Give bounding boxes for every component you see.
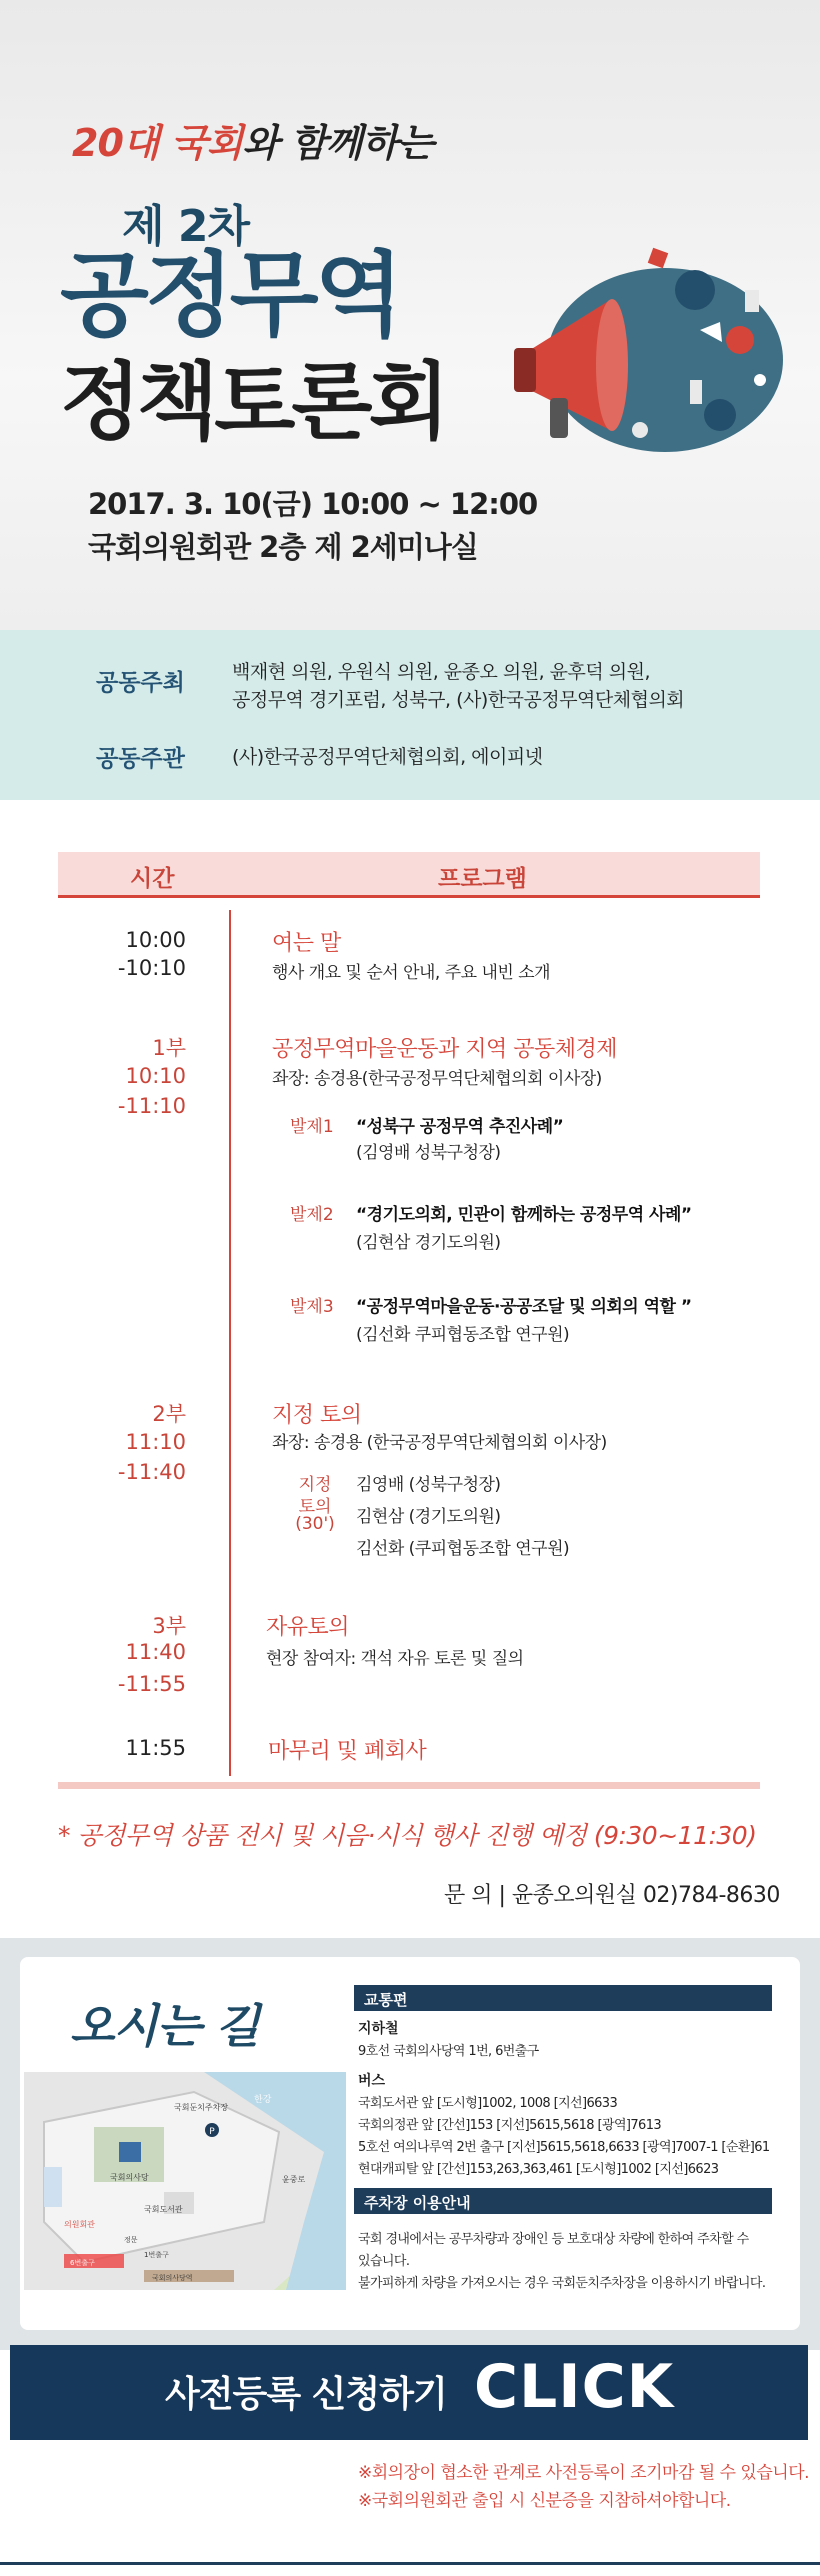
organizer-text: (사)한국공정무역단체협의회, 에이피넷 — [232, 746, 543, 768]
map-library-label: 국회도서관 — [144, 2205, 183, 2214]
talk1-label: 발제1 — [290, 1117, 334, 1137]
col-program: 프로그램 — [438, 866, 527, 892]
part1-chair: 좌장: 송경용(한국공정무역단체협의회 이사장) — [272, 1069, 602, 1089]
register-note-1: ※회의장이 협소한 관계로 사전등록이 조기마감 될 수 있습니다. — [358, 2463, 810, 2483]
part3-title: 자유토의 — [266, 1615, 350, 1640]
bus-line-2: 국회의정관 앞 [간선]153 [지선]5615,5618 [광역]7613 — [358, 2118, 662, 2133]
bus-line-3: 5호선 여의나루역 2번 출구 [지선]5615,5618,6633 [광역]7007-1 [순환]61 — [358, 2140, 770, 2155]
transport-header: 교통편 — [354, 1985, 772, 2011]
map-exit1-label: 1번출구 — [144, 2251, 169, 2259]
part3-label: 3부 — [152, 1614, 186, 1638]
talk2-speaker: (김현삼 경기도의원) — [356, 1233, 501, 1253]
talk1-speaker: (김영배 성북구청장) — [356, 1143, 501, 1163]
talk3-speaker: (김선화 쿠피협동조합 연구원) — [356, 1325, 570, 1345]
program-footer-bar — [58, 1782, 760, 1789]
part2-chair: 좌장: 송경용 (한국공정무역단체협의회 이사장) — [272, 1433, 607, 1453]
opening-title: 여는 말 — [272, 931, 341, 956]
organizers-section — [0, 630, 820, 800]
closing-time: 11:55 — [125, 1736, 186, 1760]
map-assembly-label: 국회의사당 — [110, 2173, 149, 2182]
map-yunjung-label: 윤중로 — [282, 2175, 306, 2184]
svg-text:P: P — [209, 2127, 215, 2137]
map-gate-label: 정문 — [124, 2236, 138, 2244]
bus-line-4: 현대캐피탈 앞 [간선]153,263,363,461 [도시형]1002 [지선]6623 — [358, 2162, 719, 2177]
opening-time-end: -10:10 — [117, 956, 186, 980]
title-line2: 정책토론회 — [60, 353, 446, 451]
map-parking-lot-label: 국회둔치주차장 — [174, 2103, 229, 2112]
opening-time-start: 10:00 — [125, 928, 186, 952]
organizer-label: 공동주관 — [96, 746, 185, 772]
subtitle-rest: 와 함께하는 — [242, 121, 434, 165]
map-exit6-label: 6번출구 — [70, 2259, 95, 2267]
panelist-2: 김현삼 (경기도의원) — [356, 1507, 501, 1527]
bottom-divider — [0, 2562, 820, 2565]
register-click-text[interactable]: CLICK — [474, 2352, 675, 2422]
part1-title: 공정무역마을운동과 지역 공동체경제 — [272, 1037, 618, 1062]
part3-desc: 현장 참여자: 객석 자유 토론 및 질의 — [266, 1649, 524, 1669]
map-han-river-label: 한강 — [254, 2095, 272, 2105]
program-header — [58, 852, 760, 898]
part2-label: 2부 — [152, 1402, 186, 1426]
part2-title: 지정 토의 — [272, 1403, 362, 1428]
panelist-3: 김선화 (쿠피협동조합 연구원) — [356, 1539, 570, 1559]
part1-time-start: 10:10 — [125, 1064, 186, 1088]
location-map — [24, 2072, 346, 2290]
panel-label-2: 토의 — [298, 1497, 332, 1517]
megaphone-icon — [490, 230, 790, 480]
talk2-title: “경기도의회, 민관이 함께하는 공정무역 사례” — [356, 1205, 692, 1225]
cohost-label: 공동주최 — [96, 670, 185, 696]
talk3-label: 발제3 — [290, 1297, 334, 1317]
parking-line-1: 국회 경내에서는 공무차량과 장애인 등 보호대상 차량에 한하여 주차할 수 — [358, 2232, 749, 2247]
title-line1: 공정무역 — [60, 242, 400, 349]
session-number: 제 2차 — [122, 201, 249, 252]
panelist-1: 김영배 (성북구청장) — [356, 1475, 501, 1495]
parking-line-3: 불가피하게 차량을 가져오시는 경우 국회둔치주차장을 이용하시기 바랍니다. — [358, 2276, 766, 2291]
col-time: 시간 — [130, 866, 175, 892]
timeline-divider — [229, 910, 231, 1776]
talk2-label: 발제2 — [290, 1205, 334, 1225]
part1-time-end: -11:10 — [117, 1094, 186, 1118]
panel-label-3: (30') — [295, 1514, 335, 1534]
register-note-2: ※국회의원회관 출입 시 신분증을 지참하셔야합니다. — [358, 2491, 731, 2511]
event-datetime: 2017. 3. 10(금) 10:00 ~ 12:00 — [88, 487, 538, 521]
bus-label: 버스 — [358, 2073, 386, 2089]
part2-time-start: 11:10 — [125, 1430, 186, 1454]
opening-desc: 행사 개요 및 순서 안내, 주요 내빈 소개 — [272, 963, 551, 983]
subtitle-highlight: 20대 국회 — [72, 121, 243, 165]
event-venue: 국회의원회관 2층 제 2세미나실 — [88, 530, 478, 564]
map-station-label: 국회의사당역 — [152, 2274, 193, 2282]
talk3-title: “공정무역마을운동·공공조달 및 의회의 역할 ” — [356, 1297, 692, 1317]
part1-label: 1부 — [152, 1036, 186, 1060]
parking-header: 주차장 이용안내 — [354, 2188, 772, 2214]
event-subtitle — [72, 112, 433, 167]
closing-title: 마무리 및 폐회사 — [268, 1739, 427, 1764]
part2-time-end: -11:40 — [117, 1460, 186, 1484]
part3-time-end: -11:55 — [117, 1672, 186, 1696]
subway-label: 지하철 — [358, 2021, 399, 2037]
directions-title: 오시는 길 — [70, 1999, 259, 2053]
panel-label-1: 지정 — [298, 1475, 332, 1495]
parking-line-2: 있습니다. — [358, 2254, 410, 2269]
part3-time-start: 11:40 — [125, 1640, 186, 1664]
map-members-hall-label: 의원회관 — [64, 2220, 95, 2229]
cohost-line2: 공정무역 경기포럼, 성북구, (사)한국공정무역단체협의회 — [232, 689, 685, 711]
talk1-title: “성북구 공정무역 추진사례” — [356, 1117, 564, 1137]
bus-line-1: 국회도서관 앞 [도시형]1002, 1008 [지선]6633 — [358, 2096, 618, 2111]
inquiry-contact: 문 의 | 윤종오의원실 02)784-8630 — [444, 1883, 780, 1908]
subway-text: 9호선 국회의사당역 1번, 6번출구 — [358, 2044, 539, 2059]
cohost-line1: 백재현 의원, 우원식 의원, 윤종오 의원, 윤후덕 의원, — [232, 661, 651, 683]
tasting-note: * 공정무역 상품 전시 및 시음·시식 행사 진행 예정 (9:30~11:30) — [58, 1821, 757, 1850]
register-label[interactable]: 사전등록 신청하기 — [165, 2374, 447, 2415]
